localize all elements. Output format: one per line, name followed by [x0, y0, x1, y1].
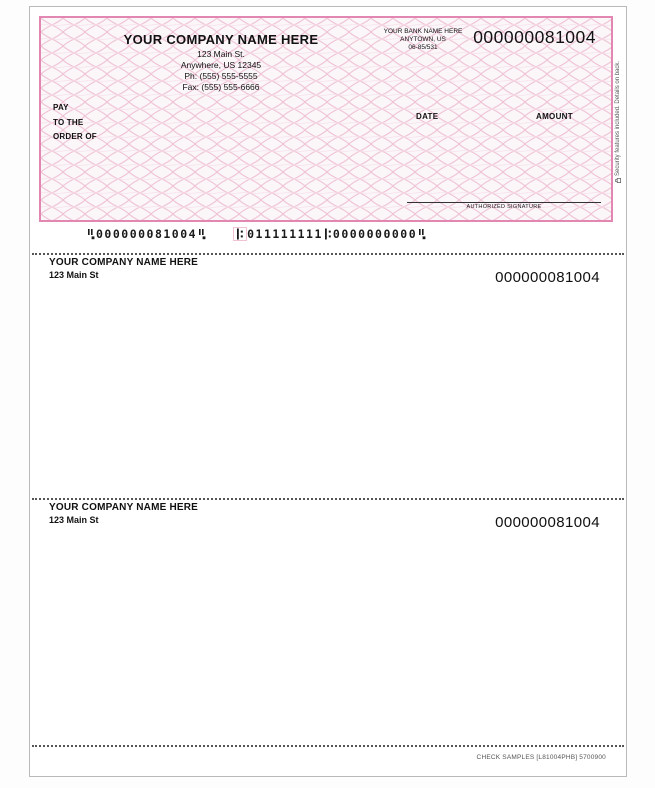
- stub-check-number: 000000081004: [495, 269, 600, 286]
- stub-company-address: 123 Main St: [49, 515, 99, 525]
- company-phone: Ph: (555) 555-5555: [184, 71, 258, 81]
- company-fax: Fax: (555) 555-6666: [182, 82, 260, 92]
- bank-block: [363, 28, 483, 52]
- pay-label-line: TO THE: [53, 117, 84, 127]
- micr-account-number: 0000000000: [332, 227, 418, 241]
- company-name: YOUR COMPANY NAME HERE: [123, 32, 319, 47]
- bank-name: YOUR BANK NAME HERE: [383, 28, 463, 35]
- stub-check-number: 000000081004: [495, 514, 600, 531]
- pay-label-line: ORDER OF: [53, 132, 97, 141]
- bank-city: ANYTOWN, US: [400, 36, 446, 43]
- company-address-city: Anywhere, US 12345: [180, 60, 262, 70]
- padlock-icon: [615, 178, 621, 183]
- perforation-line: [32, 498, 624, 500]
- signature-line: [407, 202, 601, 210]
- stub-company-name: YOUR COMPANY NAME HERE: [49, 257, 199, 268]
- company-address: [81, 49, 361, 93]
- date-label: DATE: [416, 112, 439, 121]
- perforation-line: [32, 745, 624, 747]
- amount-label: AMOUNT: [536, 112, 573, 121]
- check-sheet: [29, 6, 627, 777]
- check-body: [39, 16, 613, 222]
- pay-label-line: PAY: [53, 103, 69, 112]
- perforation-line: [32, 253, 624, 255]
- micr-transit-icon: [324, 228, 332, 240]
- micr-alignment-marker: [233, 227, 247, 241]
- micr-line: [86, 226, 427, 242]
- company-address-street: 123 Main St.: [197, 49, 245, 59]
- company-block: [81, 32, 361, 93]
- security-note-text: Security features included. Details on back.: [615, 60, 621, 176]
- micr-routing-number: 011111111: [247, 227, 323, 241]
- pay-to-the-order-of-label: [53, 101, 97, 145]
- stub-company-name: YOUR COMPANY NAME HERE: [49, 502, 199, 513]
- bank-fraction: 06-85/531: [408, 44, 438, 51]
- authorized-signature-label: AUTHORIZED SIGNATURE: [466, 204, 542, 210]
- check-number: 000000081004: [473, 27, 596, 47]
- stub-company-address: 123 Main St: [49, 270, 99, 280]
- micr-transit-icon: [236, 228, 244, 240]
- micr-onus-icon: [418, 228, 426, 240]
- micr-check-number: 000000081004: [96, 227, 198, 241]
- security-note: [614, 57, 622, 183]
- footer-product-code: CHECK SAMPLES [L81004PHB] 5700900: [476, 754, 606, 761]
- micr-onus-icon: [198, 228, 206, 240]
- micr-onus-icon: [87, 228, 95, 240]
